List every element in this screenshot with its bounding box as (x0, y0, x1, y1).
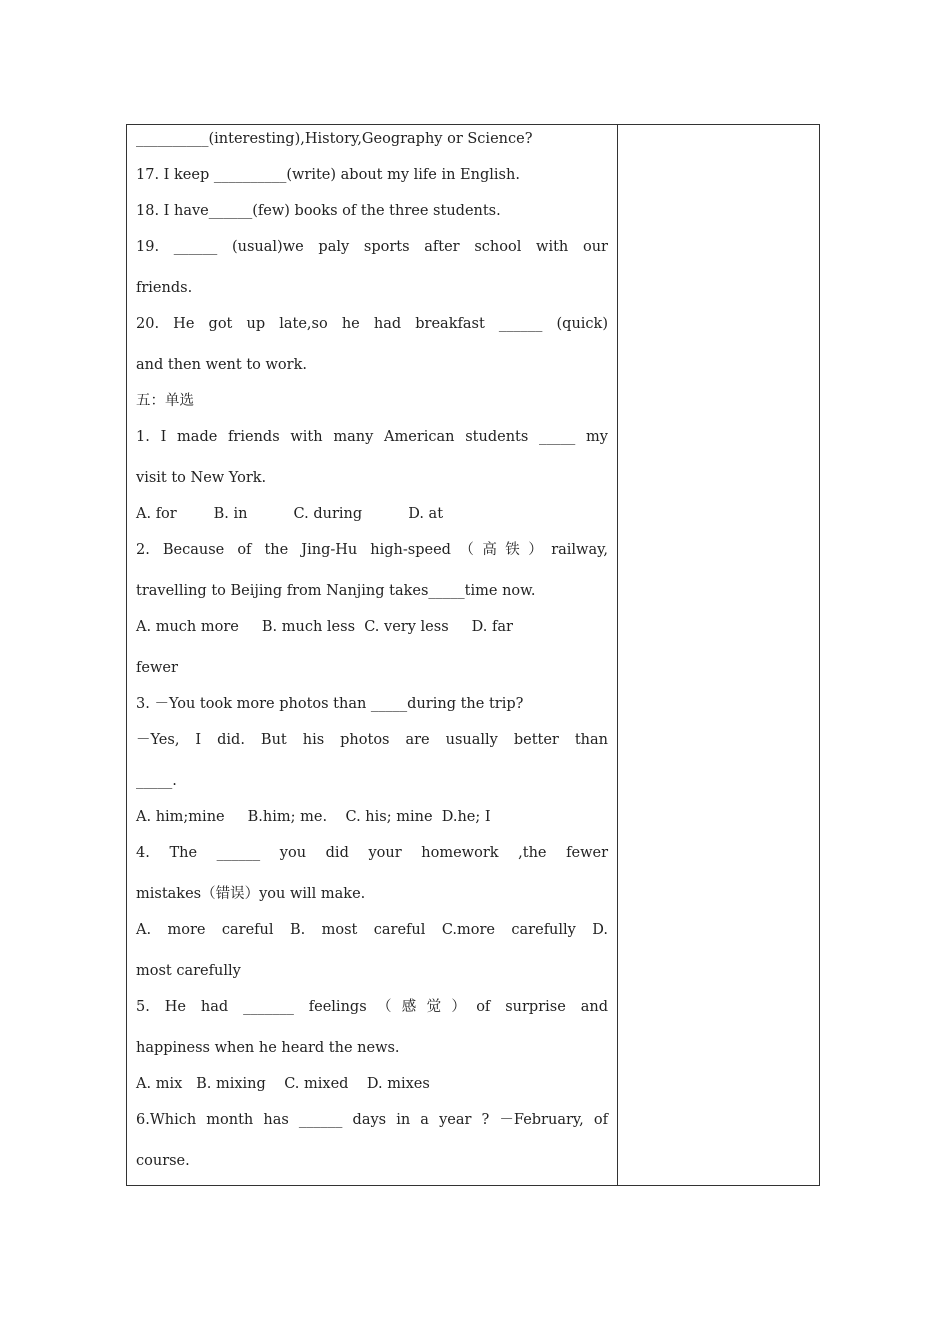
mc-question-5-line-2: happiness when he heard the news. (136, 1040, 400, 1056)
question-18: 18. I have______(few) books of the three students. (136, 203, 501, 219)
mc-question-6-line-2: course. (136, 1153, 190, 1169)
mc-question-1-line-2: visit to New York. (136, 470, 267, 486)
mc-question-3-line-3: _____. (136, 773, 177, 789)
mc-question-1-line-1: 1. I made friends with many American students _____ my (136, 429, 608, 445)
mc-question-4-options: A. more careful B. most careful C.more carefully D. (136, 922, 608, 938)
worksheet-table (126, 124, 820, 1186)
mc-question-2-line-1: 2. Because of the Jing-Hu high-speed（高铁）railway, (136, 542, 608, 558)
mc-question-6-line-1: 6.Which month has ______ days in a year ? －February, of (136, 1112, 608, 1128)
question-20-line-2: and then went to work. (136, 357, 307, 373)
mc-question-2-line-2: travelling to Beijing from Nanjing takes_____time now. (136, 583, 536, 599)
question-17: 17. I keep __________(write) about my life in English. (136, 167, 520, 183)
section-5-heading: 五：单选 (136, 393, 194, 409)
question-19-line-1: 19. ______ (usual)we paly sports after school with our (136, 239, 608, 255)
mc-question-2-options: A. much more B. much less C. very less D. far (136, 619, 513, 635)
mc-question-3-line-2: －Yes, I did. But his photos are usually better than (136, 732, 608, 748)
notes-cell (618, 125, 819, 1185)
question-20-line-1: 20. He got up late,so he had breakfast ______ (quick) (136, 316, 608, 332)
question-19-line-2: friends. (136, 280, 193, 296)
mc-question-4-options-continued: most carefully (136, 963, 241, 979)
mc-question-3-options: A. him;mine B.him; me. C. his; mine D.he; I (136, 809, 491, 825)
exercise-cell (127, 125, 617, 1185)
mc-question-4-line-2: mistakes（错误）you will make. (136, 886, 366, 902)
mc-question-5-options: A. mix B. mixing C. mixed D. mixes (136, 1076, 430, 1092)
mc-question-1-options: A. for B. in C. during D. at (136, 506, 444, 522)
mc-question-4-line-1: 4. The ______ you did your homework ,the fewer (136, 845, 608, 861)
mc-question-5-line-1: 5. He had _______ feelings（感觉）of surprise and (136, 999, 608, 1015)
mc-question-2-options-continued: fewer (136, 660, 178, 676)
mc-question-3-line-1: 3. －You took more photos than _____during the trip? (136, 696, 524, 712)
question-16-continued: __________(interesting),History,Geography or Science? (136, 131, 533, 147)
